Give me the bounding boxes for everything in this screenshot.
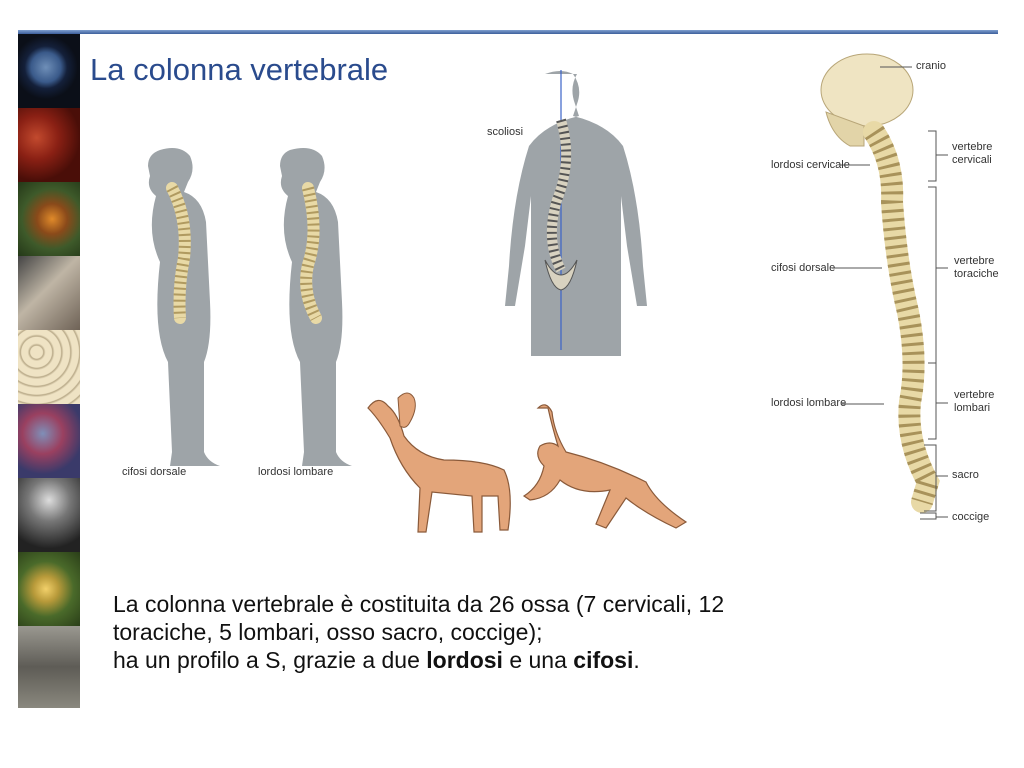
- label-vertebre-cervicali-1: vertebre: [952, 141, 993, 153]
- slide-title: La colonna vertebrale: [90, 52, 389, 87]
- dog-raised-leg: [398, 393, 415, 427]
- primate-photo: [18, 256, 80, 330]
- decorative-photo-strip: [18, 34, 80, 708]
- label-coccige: coccige: [952, 511, 990, 523]
- line3-mid: e una: [502, 647, 574, 673]
- label-vertebre-cervicali-2: cervicali: [952, 154, 992, 166]
- scoliosis-figure: [475, 70, 655, 355]
- caption-scoliosi: scoliosi: [487, 126, 524, 138]
- description-text: [113, 590, 893, 674]
- portrait-photo: [18, 626, 80, 708]
- label-vertebre-toraciche-1: vertebre: [954, 255, 995, 267]
- label-cranio: cranio: [916, 60, 946, 72]
- description-line-3: [113, 646, 893, 674]
- red-cells-photo: [18, 108, 80, 182]
- label-sacro: sacro: [952, 469, 979, 481]
- back-silhouette: [505, 71, 647, 356]
- label-cifosi-dorsale: cifosi dorsale: [771, 262, 836, 274]
- label-vertebre-toraciche-2: toraciche: [954, 268, 999, 280]
- description-line-1: La colonna vertebrale è costituita da 26 ossa (7 cervicali, 12: [113, 591, 725, 617]
- term-cifosi: cifosi: [573, 647, 634, 673]
- embryo-drawing: [18, 330, 80, 404]
- term-lordosi: lordosi: [426, 647, 503, 673]
- dog-figure: [368, 400, 510, 532]
- description-line-2: toraciche, 5 lombari, osso sacro, coccige);: [113, 619, 543, 645]
- dog-and-human-figures: [348, 388, 748, 548]
- side-profile-figures: [130, 140, 360, 470]
- earth-photo: [18, 34, 80, 108]
- caption-cifosi-dorsale: cifosi dorsale: [122, 466, 187, 478]
- lab-photo: [18, 478, 80, 552]
- label-vertebre-lombari-2: lombari: [954, 402, 991, 414]
- skeleton-annotations: [760, 55, 1010, 530]
- label-lordosi-lombare: lordosi lombare: [771, 397, 847, 409]
- header-rule: [18, 30, 998, 34]
- caption-lordosi-lombare: lordosi lombare: [258, 466, 334, 478]
- molecule-photo: [18, 404, 80, 478]
- line3-text: ha un profilo a S, grazie a due: [113, 647, 427, 673]
- label-lordosi-cervicale: lordosi cervicale: [771, 159, 850, 171]
- label-vertebre-lombari-1: vertebre: [954, 389, 995, 401]
- butterfly-photo: [18, 182, 80, 256]
- line3-end: .: [633, 647, 640, 673]
- human-figure: [524, 405, 686, 528]
- flower-photo: [18, 552, 80, 626]
